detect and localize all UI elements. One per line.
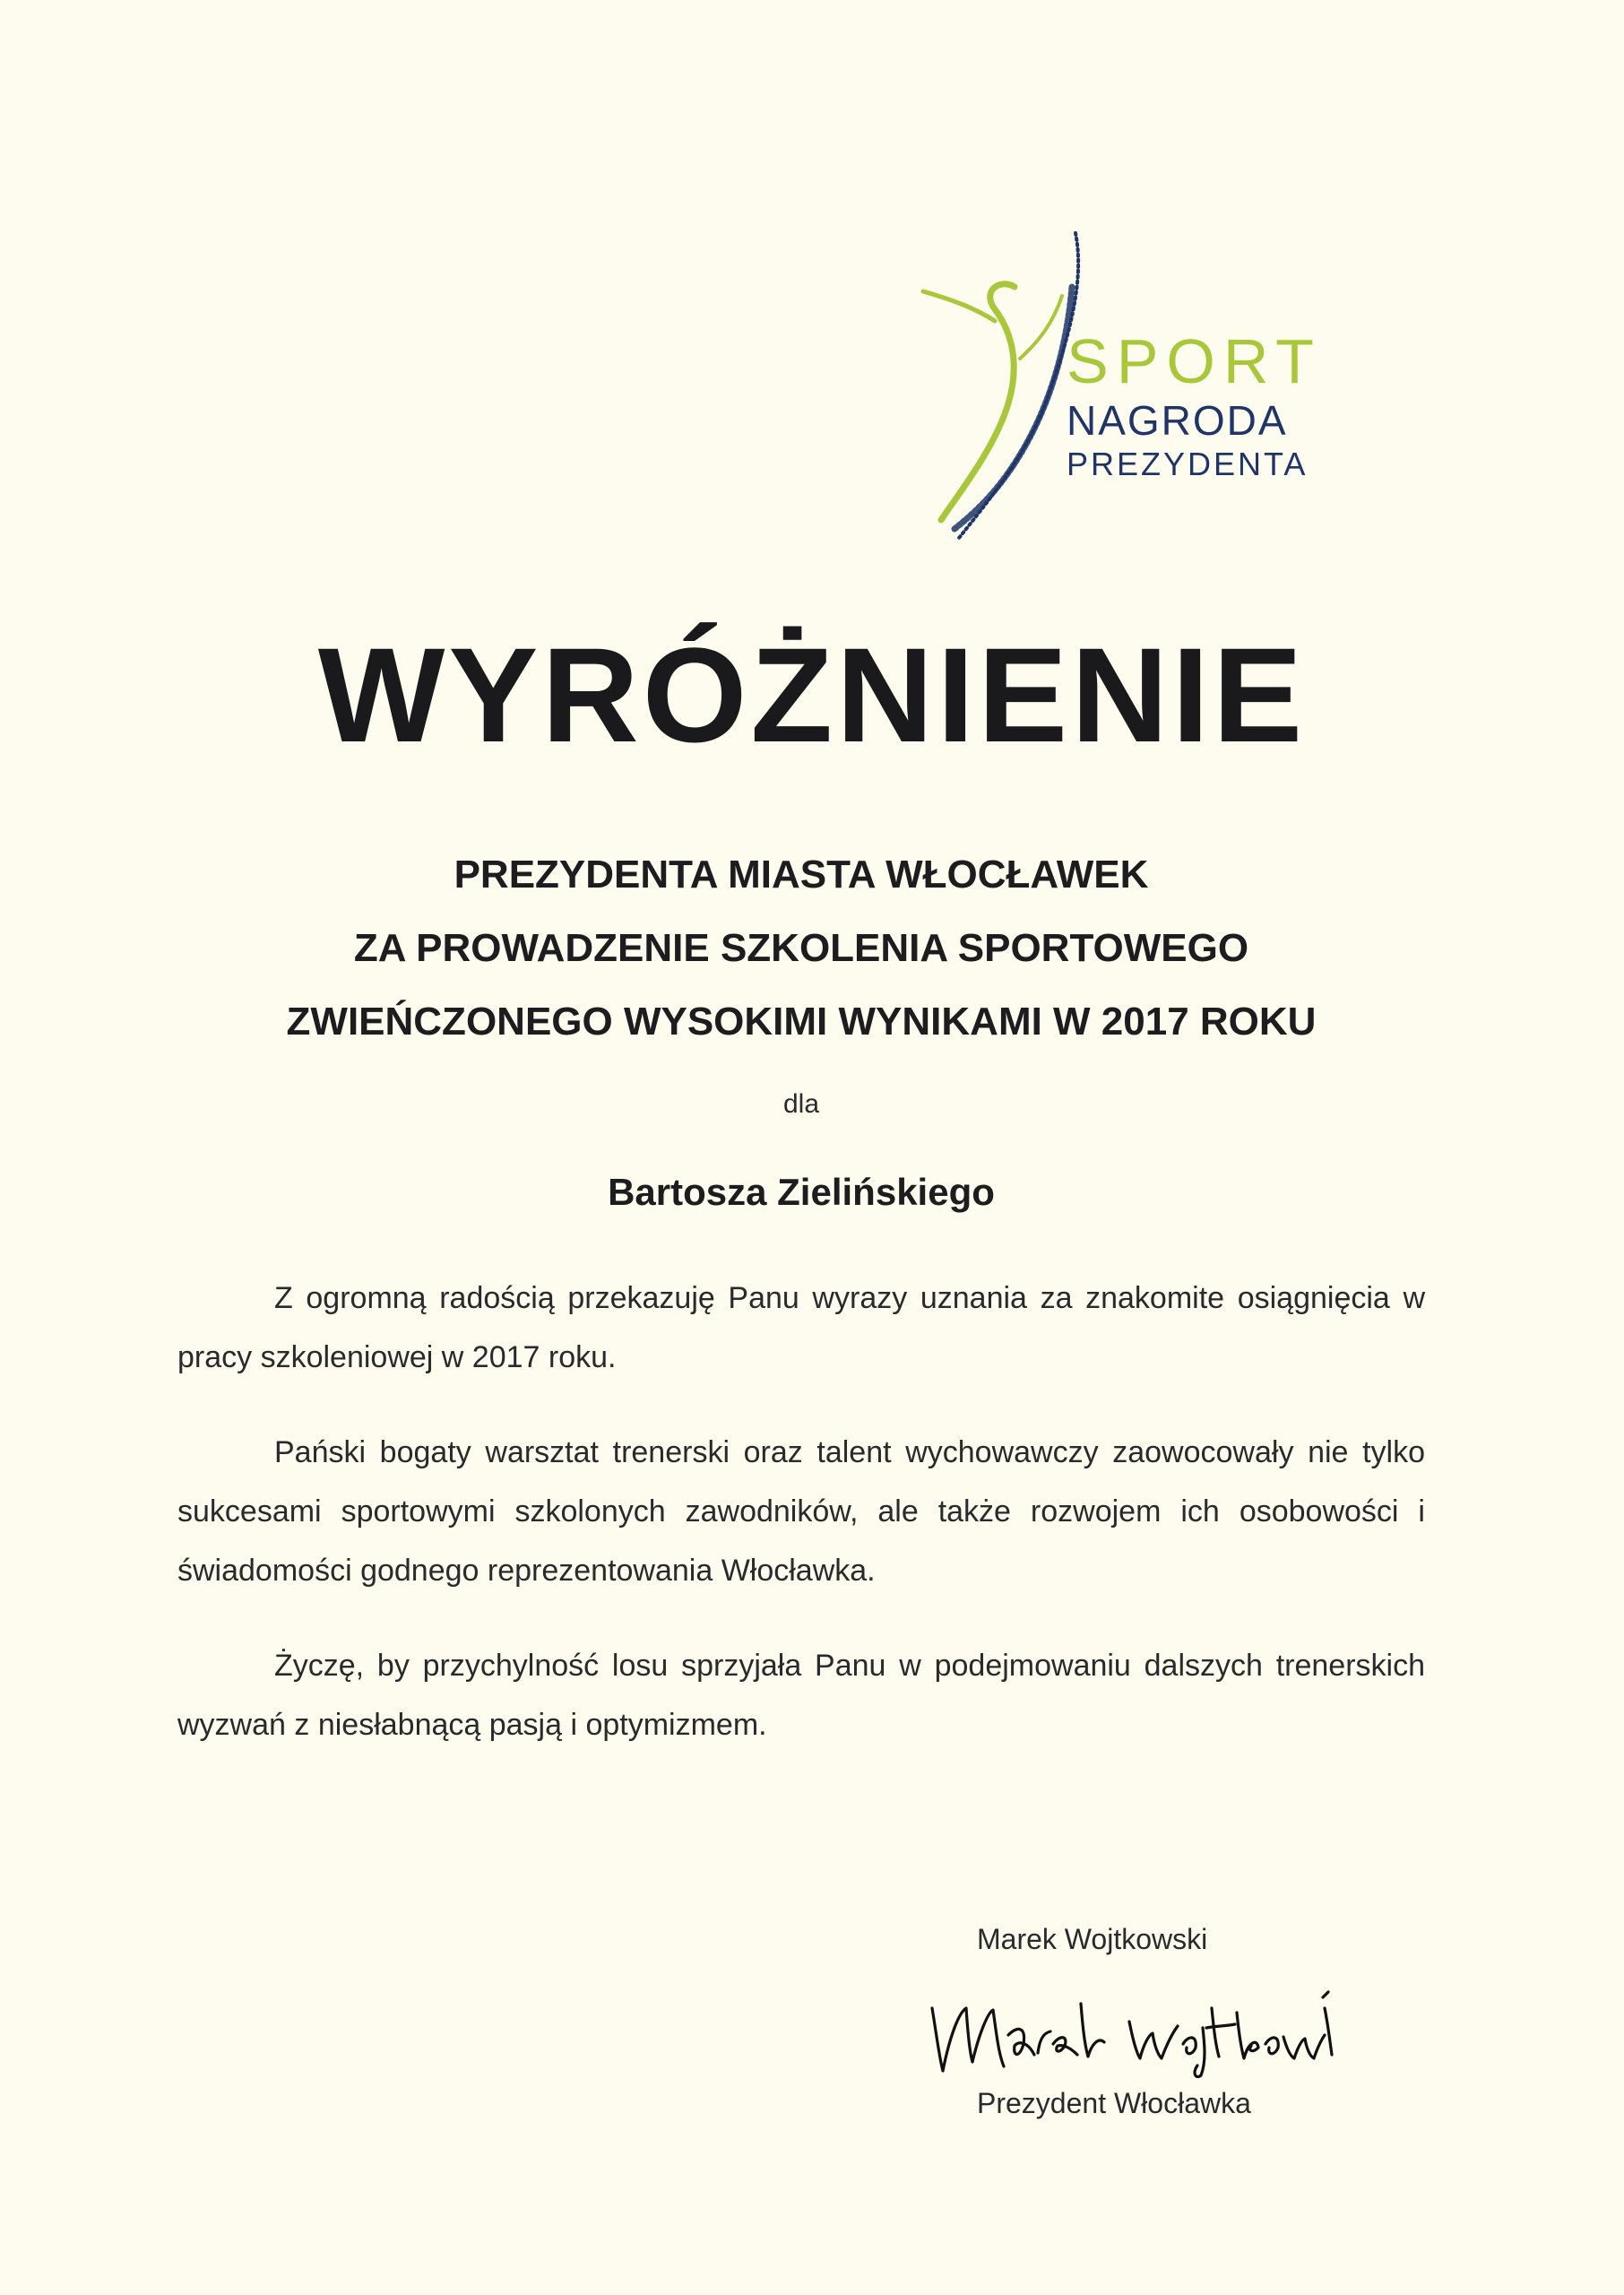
certificate-title: WYRÓŻNIENIE [317,619,1307,770]
subtitle-line: PREZYDENTA MIASTA WŁOCŁAWEK [454,853,1149,896]
logo-sport-text: SPORT [1067,326,1322,396]
signatory-title: Prezydent Włocławka [977,2087,1251,2119]
body-paragraph: Z ogromną radością przekazuję Panu wyrazy uznania za znakomite osiągnięcia w pracy szkoleniowej w 2017 roku. [177,1281,1425,1374]
certificate-subtitle [0,838,1602,1059]
sport-award-logo [905,224,1371,565]
signatory-name: Marek Wojtkowski [977,1923,1208,1955]
handwritten-signature [923,1972,1335,2080]
certificate-body [177,1269,1425,1790]
subtitle-line: ZWIEŃCZONEGO WYSOKIMI WYNIKAMI W 2017 ROKU [286,1000,1317,1044]
for-label: dla [782,1089,820,1119]
logo-nagroda-text: NAGRODA [1067,397,1288,444]
body-paragraph: Życzę, by przychylność losu sprzyjała Panu w podejmowaniu dalszych trenerskich wyzwań z niesłabnącą pasją i optymizmem. [177,1649,1425,1742]
subtitle-line: ZA PROWADZENIE SZKOLENIA SPORTOWEGO [353,926,1249,970]
logo-prezydenta-text: PREZYDENTA [1067,446,1309,482]
body-paragraph: Pański bogaty warsztat trenerski oraz talent wychowawczy zaowocowały nie tylko sukcesami sportowymi szkolonych zawodników, ale także rozwojem ich osobowości i świadomości godnego reprezentowania Włocławka. [177,1435,1425,1588]
recipient-name: Bartosza Zielińskiego [608,1171,995,1213]
logo-wordmark [1067,326,1322,482]
